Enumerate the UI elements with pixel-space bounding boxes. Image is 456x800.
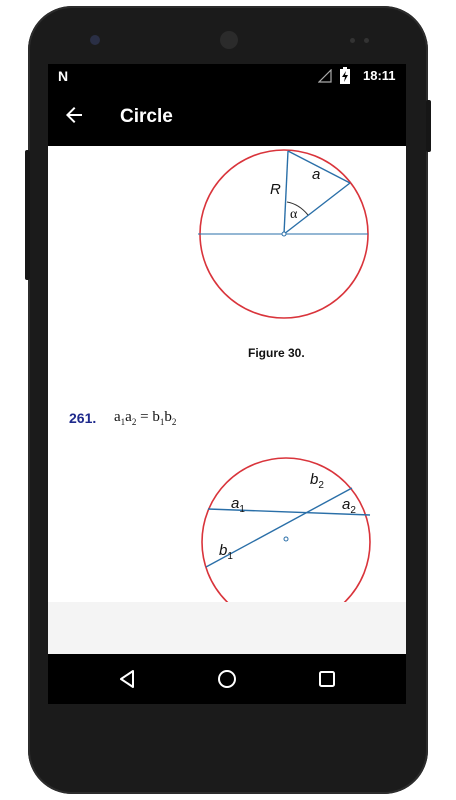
label-b2: $b_2$ [310,471,324,491]
label-R: R [270,181,281,198]
cell-signal-icon [318,69,332,83]
intersecting-chords-figure [48,446,406,606]
figure-caption: Figure 30. [248,346,305,360]
sensor-dot [350,38,355,43]
page-title: Circle [120,106,173,127]
sensor-dot [364,38,369,43]
arrow-back-icon[interactable] [62,103,86,127]
circle-outline [202,458,370,606]
label-a2: $a_2$ [342,496,356,516]
screen [48,64,406,704]
radius-line [284,151,288,234]
bottom-spacer [48,602,406,654]
label-alpha: α [290,207,298,222]
nav-recents-icon[interactable] [314,666,340,692]
notification-icon: N [58,68,69,84]
center-point [284,537,288,541]
nav-home-icon[interactable] [214,666,240,692]
label-a: a [312,166,321,183]
front-camera [90,35,100,45]
nav-back-icon[interactable] [115,666,141,692]
label-a1: $a_1$ [231,495,245,515]
article-content[interactable] [48,146,406,602]
navigation-bar [48,654,406,704]
speaker-grille [220,31,238,49]
problem-formula: $a_1a_2 = b_1b_2$ [114,409,177,427]
circle-figure-30 [48,146,406,346]
clock-time: 18:11 [363,68,396,83]
power-button [426,100,431,152]
app-bar [48,88,406,146]
center-point [282,232,286,236]
label-b1: $b_1$ [219,542,233,562]
status-bar [48,64,406,88]
volume-button [25,150,30,280]
problem-number: 261. [69,410,97,426]
battery-charging-icon [340,67,350,84]
